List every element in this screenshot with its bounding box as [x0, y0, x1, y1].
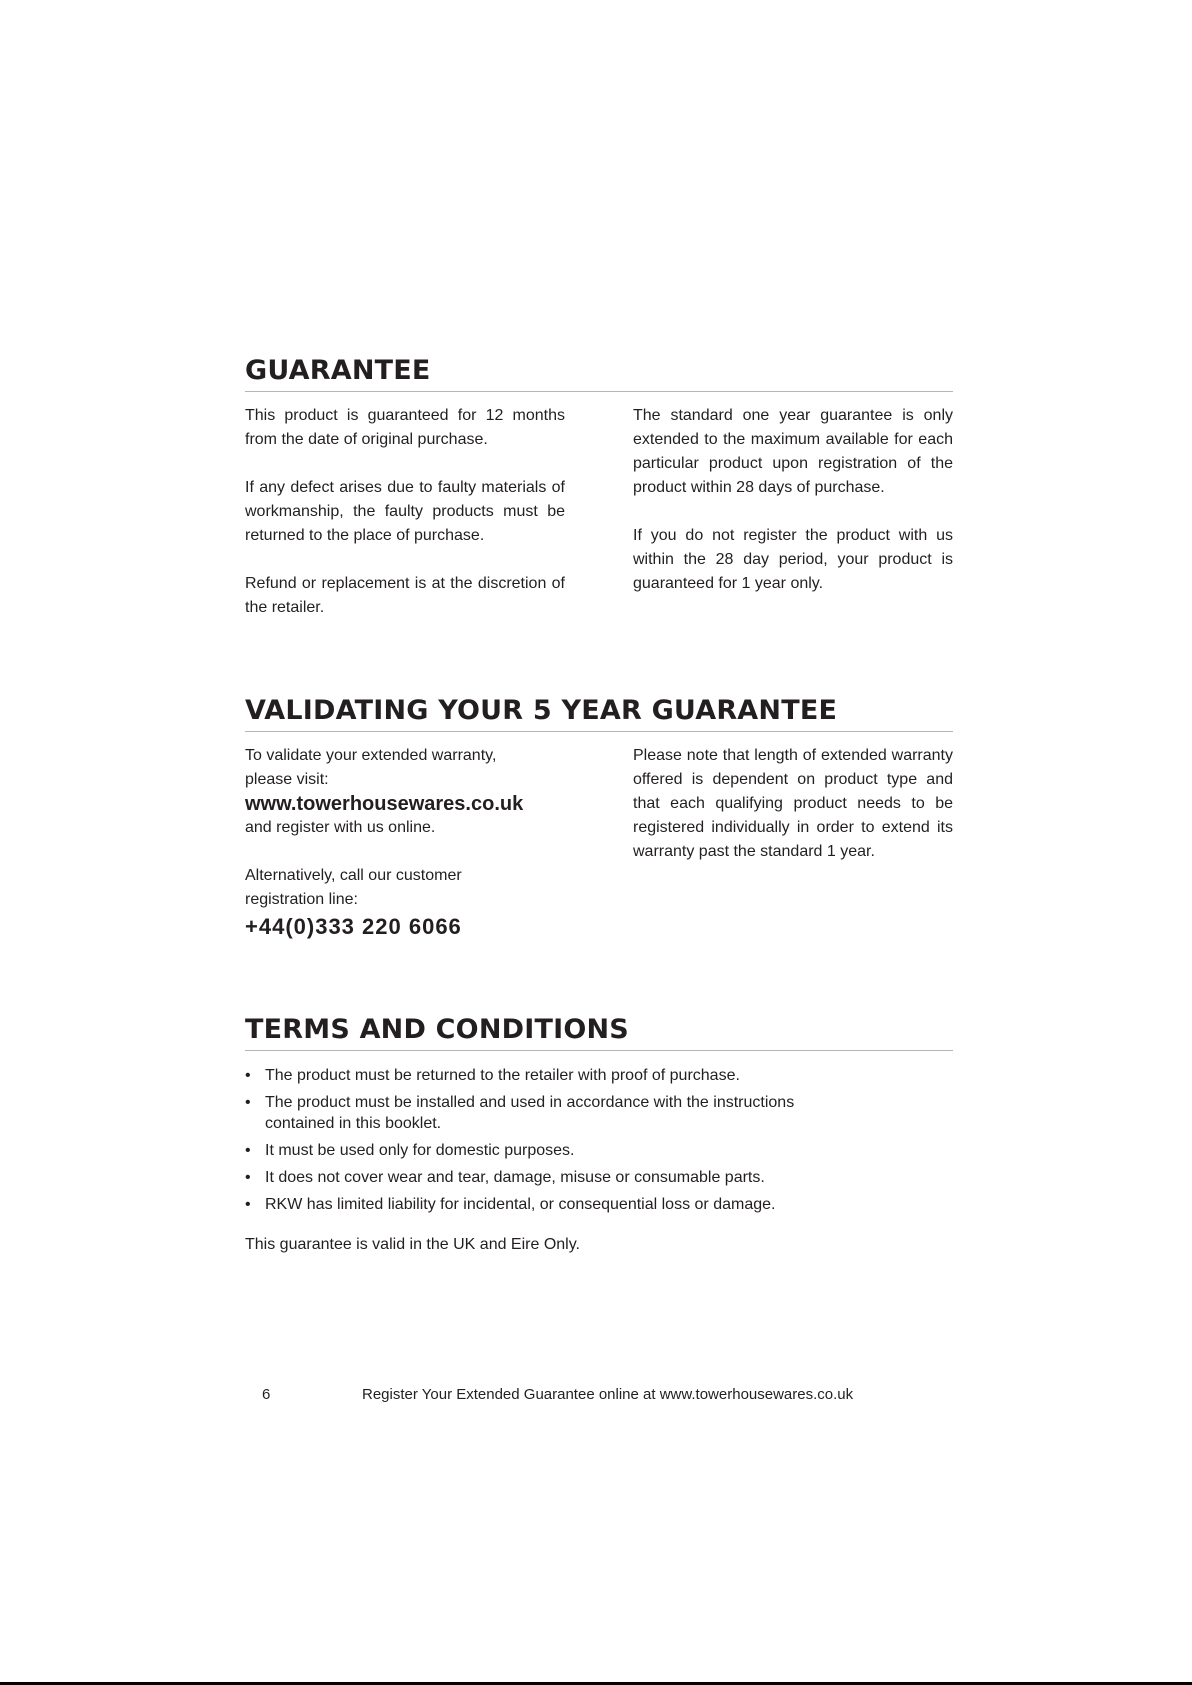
bullet-icon: •: [245, 1067, 251, 1084]
guarantee-period-text: This product is guaranteed for 12 months from the date of original purchase.: [245, 407, 565, 448]
website-link[interactable]: www.towerhousewares.co.uk: [245, 793, 524, 815]
terms-item-text: It does not cover wear and tear, damage, misuse or consumable parts.: [265, 1169, 765, 1186]
bullet-icon: •: [245, 1094, 251, 1111]
validating-call-block: [245, 864, 565, 942]
validating-visit-line1: To validate your extended warranty,: [245, 747, 497, 764]
validating-call-line2: registration line:: [245, 891, 358, 908]
guarantee-left-column: [245, 404, 565, 644]
terms-section: [245, 1015, 953, 1257]
page-number: 6: [262, 1386, 271, 1403]
guarantee-section: [245, 356, 953, 644]
validating-section: [245, 696, 953, 966]
guarantee-validity-note: This guarantee is valid in the UK and Eire Only.: [245, 1236, 580, 1253]
validating-right-column: [633, 744, 953, 966]
validating-register-online-text: and register with us online.: [245, 819, 436, 836]
terms-item-text: The product must be installed and used in accordance with the instructions contained in this booklet.: [265, 1094, 795, 1132]
terms-item-text: It must be used only for domestic purposes.: [265, 1142, 575, 1159]
bullet-icon: •: [245, 1196, 251, 1213]
guarantee-unregistered-text: If you do not register the product with us within the 28 day period, your product is guaranteed for 1 year only.: [633, 527, 953, 592]
list-item: [245, 1167, 845, 1188]
validating-left-column: [245, 744, 565, 966]
list-item: [245, 1065, 845, 1086]
footer-register-text: Register Your Extended Guarantee online at www.towerhousewares.co.uk: [362, 1386, 854, 1403]
terms-heading: TERMS AND CONDITIONS: [245, 1015, 953, 1051]
validating-note-text: Please note that length of extended warranty offered is dependent on product type and that each qualifying product needs to be registered individually in order to extend its warranty past the standard 1 year.: [633, 747, 953, 860]
validating-visit-block: [245, 744, 565, 840]
terms-item-text: The product must be returned to the retailer with proof of purchase.: [265, 1067, 740, 1084]
list-item: [245, 1140, 845, 1161]
registration-phone-number: +44(0)333 220 6066: [245, 914, 462, 939]
bullet-icon: •: [245, 1169, 251, 1186]
validating-heading: VALIDATING YOUR 5 YEAR GUARANTEE: [245, 696, 953, 732]
bullet-icon: •: [245, 1142, 251, 1159]
terms-list: [245, 1065, 845, 1215]
guarantee-columns: [245, 404, 953, 644]
validating-columns: [245, 744, 953, 966]
terms-item-text: RKW has limited liability for incidental, or consequential loss or damage.: [265, 1196, 776, 1213]
guarantee-right-column: [633, 404, 953, 644]
validating-visit-line2: please visit:: [245, 771, 329, 788]
guarantee-defect-text: If any defect arises due to faulty materials of workmanship, the faulty products must be returned to the place of purchase.: [245, 479, 565, 544]
guarantee-refund-text: Refund or replacement is at the discretion of the retailer.: [245, 575, 565, 616]
guarantee-extension-text: The standard one year guarantee is only extended to the maximum available for each particular product upon registration of the product within 28 days of purchase.: [633, 407, 953, 496]
guarantee-heading: GUARANTEE: [245, 356, 953, 392]
list-item: [245, 1194, 845, 1215]
list-item: [245, 1092, 845, 1134]
validating-call-line1: Alternatively, call our customer: [245, 867, 462, 884]
